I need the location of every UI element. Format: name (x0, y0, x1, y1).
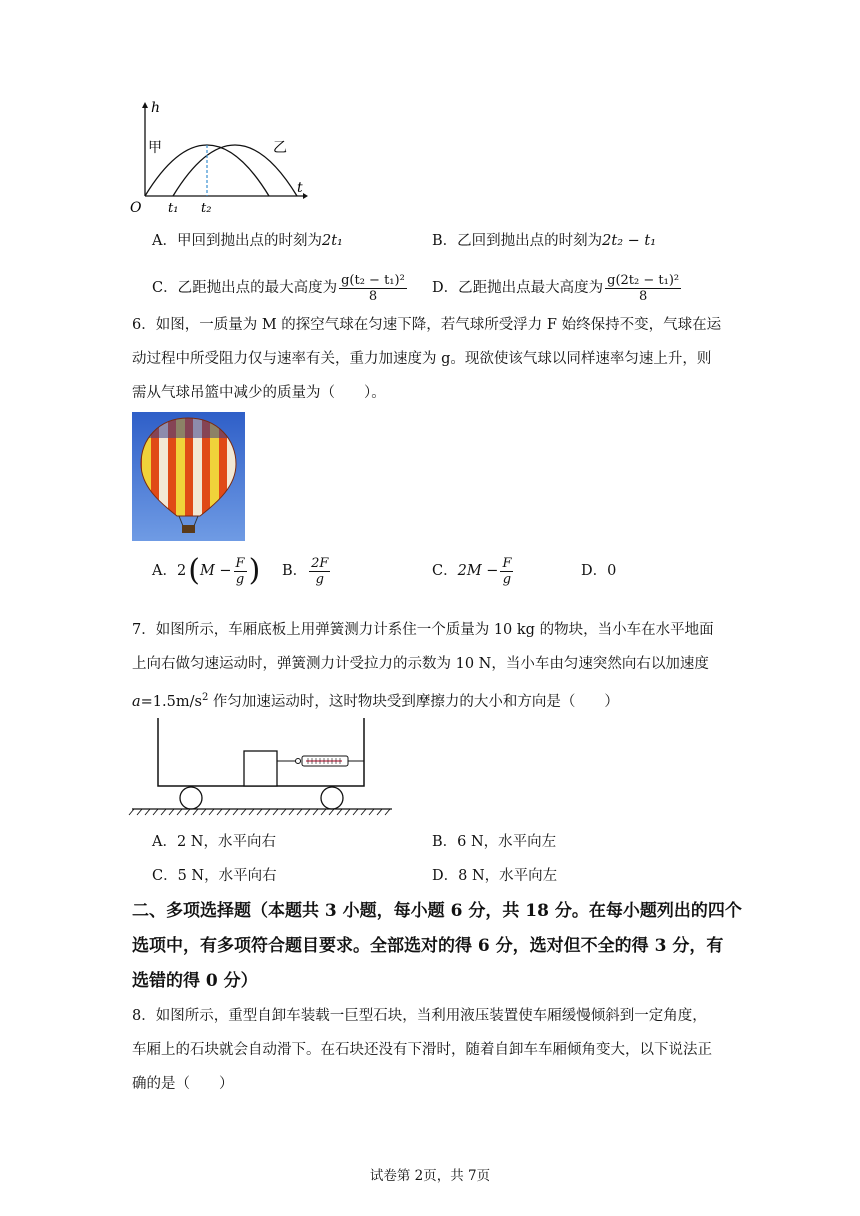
q8-stem-line-1: 8．如图所示，重型自卸车装载一巨型石块，当利用液压装置使车厢缓慢倾斜到一定角度， (132, 1008, 707, 1024)
q6-a-fraction: $\frac{F}{g}$ (235, 555, 245, 587)
q6-stem-line-1: 6．如图，一质量为 M 的探空气球在匀速下降，若气球所受浮力 F 始终保持不变，气球在运 (132, 317, 722, 333)
q6-c-fraction: $\frac{F}{g}$ (502, 555, 512, 587)
q5-c-fraction: $\frac{\text{g(t₂ − t₁)²}}{8}$ (341, 272, 405, 304)
q5-d-fraction: $\frac{\text{g(2t₂ − t₁)²}}{8}$ (607, 272, 680, 304)
t2-tick-label: t₂ (201, 201, 212, 216)
q5-option-a: A．甲回到抛出点的时刻为2t₁ (152, 233, 343, 249)
q7-stem-line-2: 上向右做匀速运动时，弹簧测力计受拉力的示数为 10 N，当小车由匀速突然向右以加速度 (132, 656, 709, 672)
section-2-heading-line-3: 选错的得 0 分） (132, 971, 258, 991)
q7-option-c: C．5 N，水平向右 (152, 868, 277, 884)
h-axis-label: h (151, 100, 161, 116)
q5-option-b: B．乙回到抛出点的时刻为2t₂ − t₁ (432, 233, 657, 249)
cart-spring-diagram (128, 712, 396, 816)
q6-stem-line-2: 动过程中所受阻力仅与速率有关，重力加速度为 g。现欲使该气球以同样速率匀速上升，则 (132, 351, 712, 367)
q5-option-c: C．乙距抛出点的最大高度为 $\frac{\text{g(t₂ − t₁)²}}{8}$ (152, 272, 405, 304)
height-time-graph (125, 100, 310, 218)
q6-option-a: A． 2 ( M − $\frac{F}{g}$ ) (152, 553, 261, 588)
q7-stem-line-1: 7．如图所示，车厢底板上用弹簧测力计系住一个质量为 10 kg 的物块，当小车在水平地面 (132, 622, 714, 638)
q7-stem-line-3: $a=1.5m/s^2$ 作匀加速运动时，这时物块受到摩擦力的大小和方向是（ ） (132, 692, 619, 710)
section-2-heading-line-2: 选项中，有多项符合题目要求。全部选对的得 6 分，选对但不全的得 3 分，有 (132, 936, 724, 956)
q8-stem-line-2: 车厢上的石块就会自动滑下。在石块还没有下滑时，随着自卸车车厢倾角变大，以下说法正 (132, 1042, 712, 1058)
q5-option-d: D．乙距抛出点最大高度为 $\frac{\text{g(2t₂ − t₁)²}}{8}$ (432, 272, 680, 304)
hot-air-balloon-image (132, 412, 245, 541)
curve-yi-label: 乙 (273, 140, 287, 156)
left-paren: ( (188, 553, 200, 588)
q7-option-b: B．6 N，水平向左 (432, 834, 557, 850)
right-paren: ) (248, 553, 261, 588)
page-footer: 试卷第 2页，共 7页 (369, 1168, 491, 1184)
q7-option-d: D．8 N，水平向左 (432, 868, 558, 884)
q6-option-d: D．0 (581, 563, 617, 579)
t-axis-label: t (297, 180, 303, 196)
q6-option-c: C． 2M − $\frac{F}{g}$ (432, 555, 512, 587)
curve-jia-label: 甲 (148, 140, 162, 156)
q8-stem-line-3: 确的是（ ） (132, 1076, 234, 1092)
q6-stem-line-3: 需从气球吊篮中减少的质量为（ ）。 (132, 385, 386, 401)
q6-option-b: B． $\frac{2F}{g}$ (282, 555, 329, 587)
q7-option-a: A．2 N，水平向右 (152, 834, 276, 850)
origin-label: O (130, 200, 142, 216)
section-2-heading-line-1: 二、多项选择题（本题共 3 小题，每小题 6 分，共 18 分。在每小题列出的四个 (132, 901, 742, 921)
q6-b-fraction: $\frac{2F}{g}$ (311, 555, 329, 587)
t1-tick-label: t₁ (168, 201, 179, 216)
